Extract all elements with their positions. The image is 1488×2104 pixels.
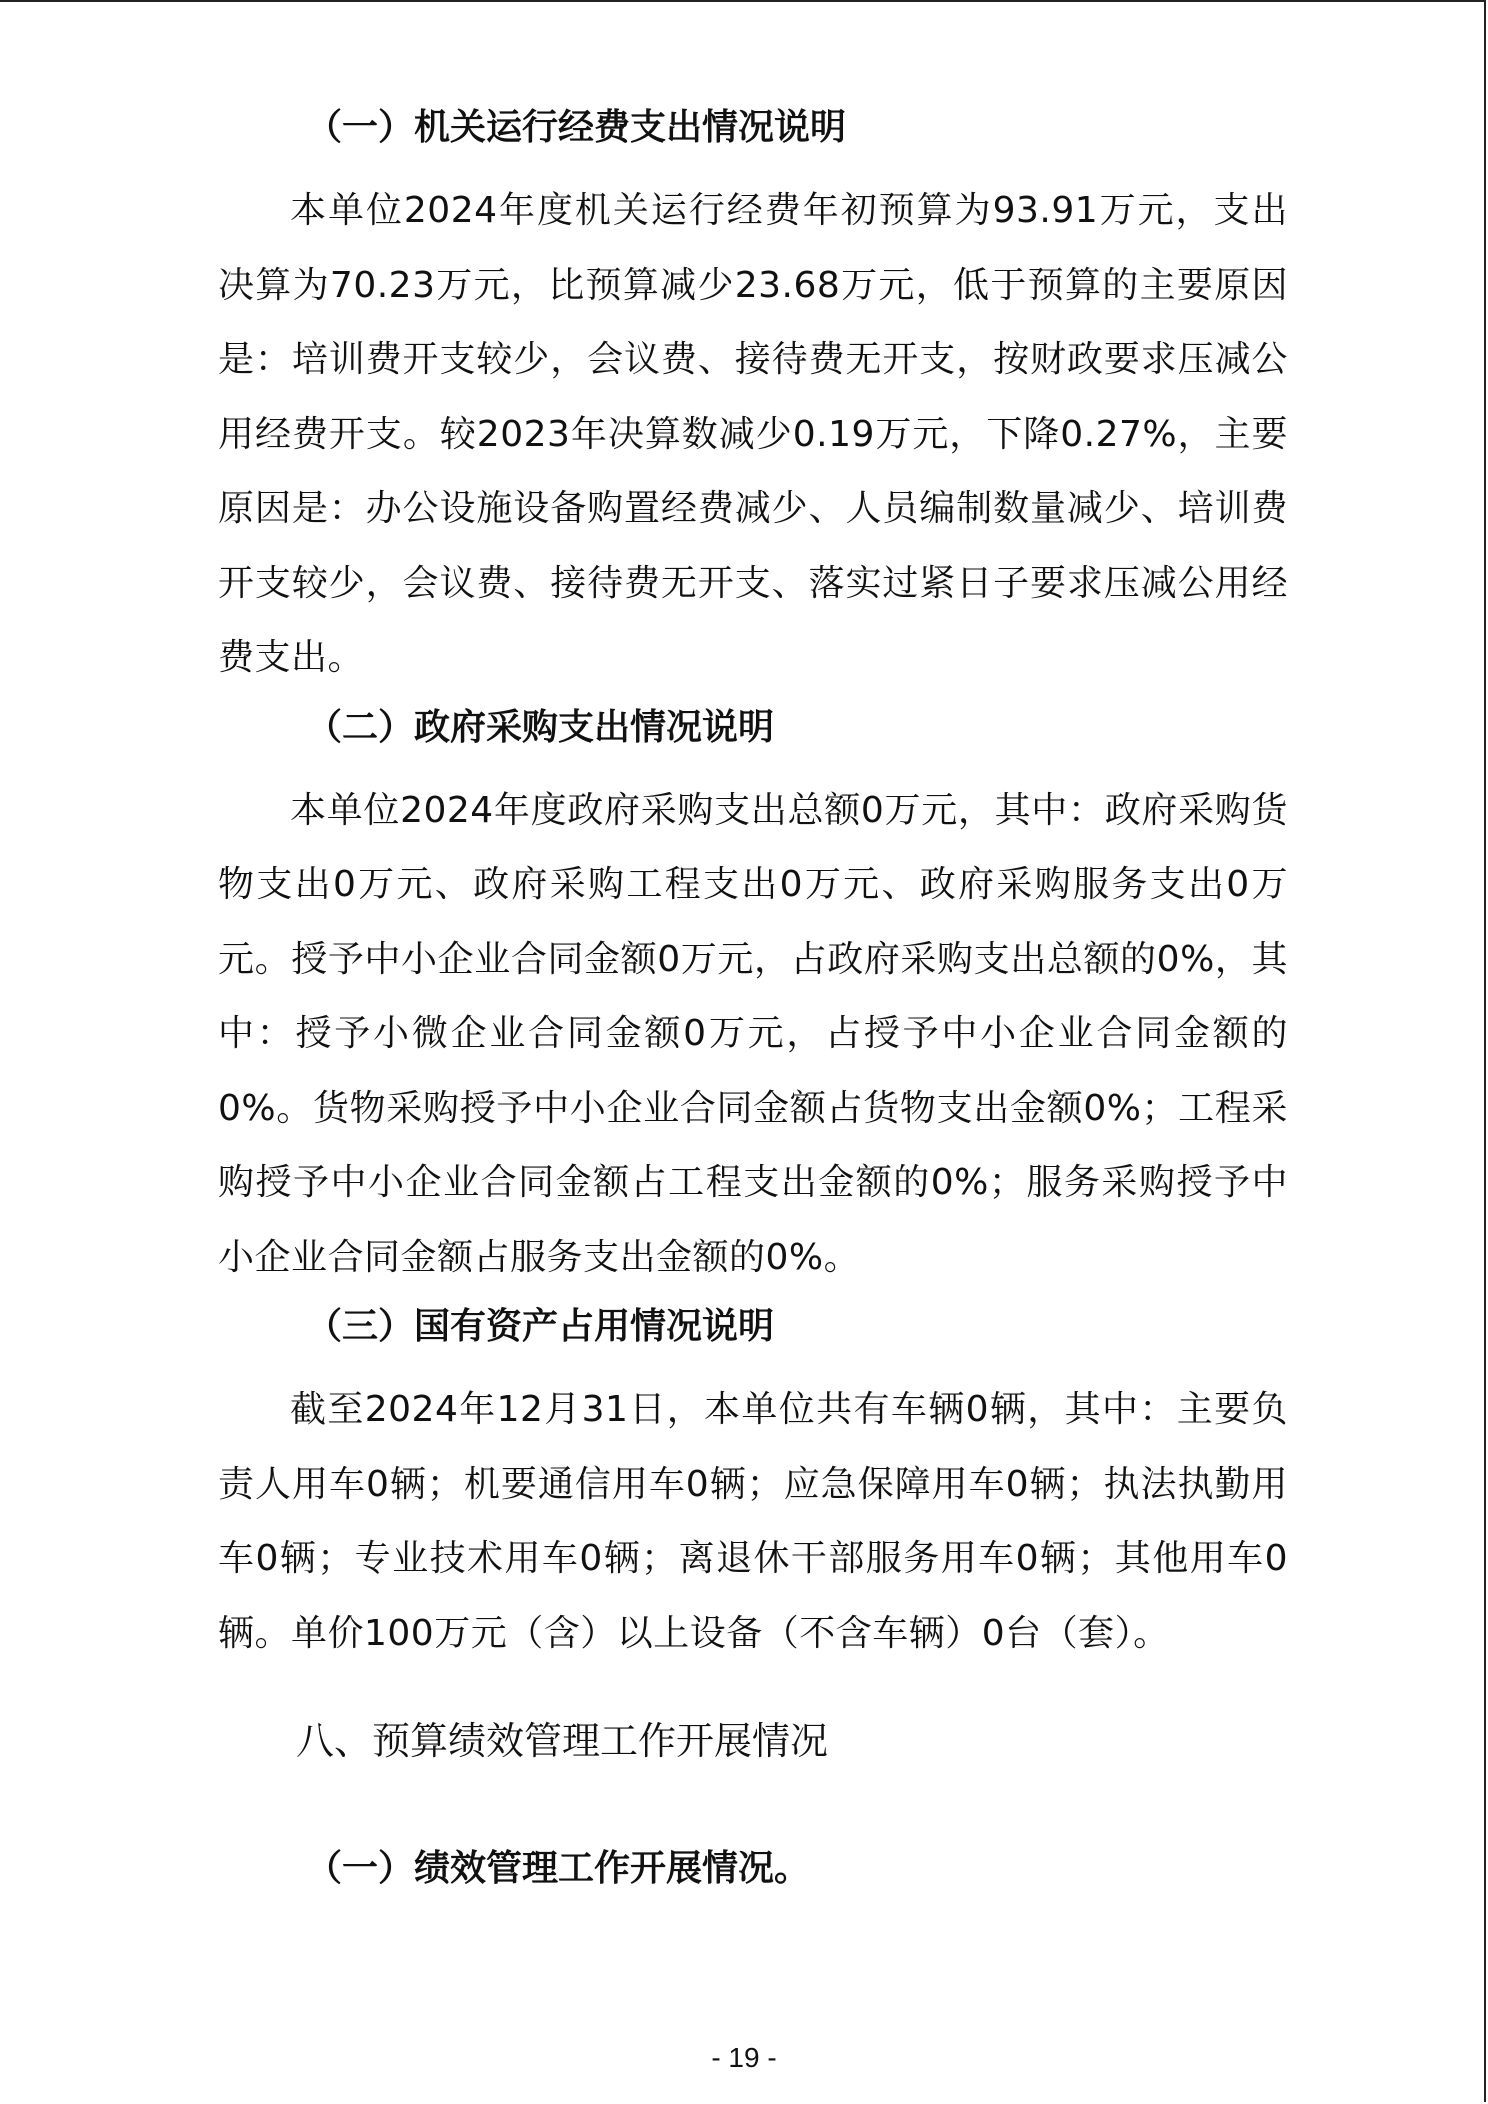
section-heading-2: （二）政府采购支出情况说明 <box>306 706 775 748</box>
section-heading-3: （三）国有资产占用情况说明 <box>306 1306 775 1347</box>
chapter-title: 八、预算绩效管理工作开展情况 <box>296 1719 829 1763</box>
sub-heading: （一）绩效管理工作开展情况。 <box>306 1848 811 1889</box>
section-paragraph-3: 截至2024年12月31日，本单位共有车辆0辆，其中：主要负责人用车0辆；机要通信用车0辆；应急保障用车0辆；执法执勤用车0辆；专业技术用车0辆；离退休干部服务用车0辆；其他用车0辆。单价100万元（含）以上设备（不含车辆）0台（套）。 <box>218 1389 1288 1654</box>
section-paragraph-1: 本单位2024年度机关运行经费年初预算为93.91万元，支出决算为70.23万元，比预算减少23.68万元，低于预算的主要原因是：培训费开支较少，会议费、接待费无开支，按财政要求压减公用经费开支。较2023年决算数减少0.19万元，下降0.27%，主要原因是：办公设施设备购置经费减少、人员编制数量减少、培训费开支较少，会议费、接待费无开支、落实过紧日子要求压减公用经费支出。 <box>218 190 1288 678</box>
page-number: - 19 - <box>711 2042 777 2073</box>
document-body <box>218 100 1288 1915</box>
section-heading-1: （一）机关运行经费支出情况说明 <box>306 107 847 148</box>
section-paragraph-2: 本单位2024年度政府采购支出总额0万元，其中：政府采购货物支出0万元、政府采购工程支出0万元、政府采购服务支出0万元。授予中小企业合同金额0万元，占政府采购支出总额的0%，其中：授予小微企业合同金额0万元，占授予中小企业合同金额的0%。货物采购授予中小企业合同金额占货物支出金额0%；工程采购授予中小企业合同金额占工程支出金额的0%；服务采购授予中小企业合同金额占服务支出金额的0%。 <box>218 789 1288 1278</box>
